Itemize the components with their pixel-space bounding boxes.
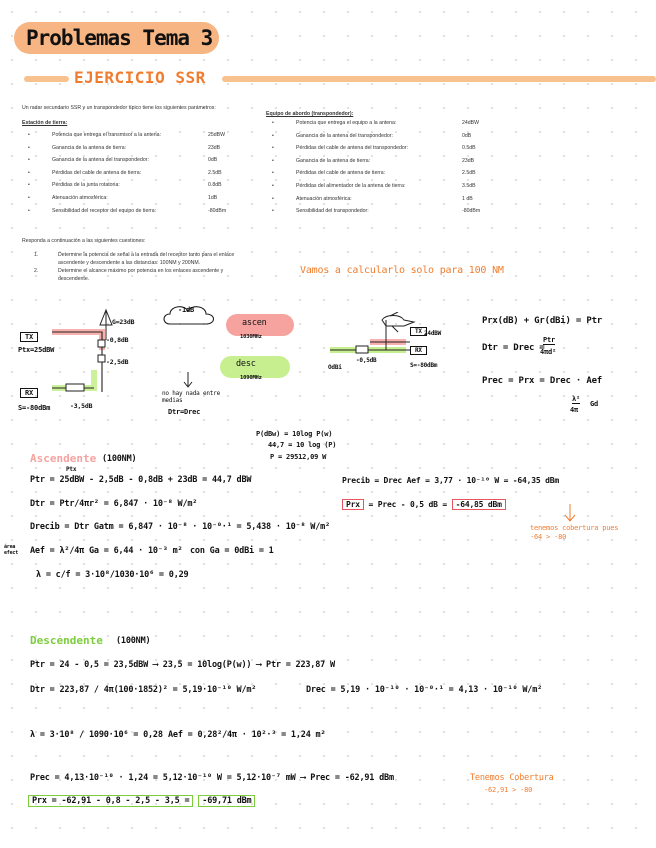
plane-rx-box: RX	[410, 346, 427, 355]
plane-gain-label: OdBi	[328, 364, 342, 371]
ptx-label: Ptx=25dBW	[18, 346, 55, 354]
rotary-loss-label: -0,8dB	[106, 336, 129, 344]
questions-list: 1. Determine la potencia de señal a la entrada del receptor tanto para el enlace ascendente y descendente a las distancias: 100NM y 200NM. 2. Determine el alcance máximo por potencia en los enlaces ascendente y descendente.	[22, 252, 292, 284]
gain-label: G=23dB	[112, 318, 135, 326]
exercise-line-left	[24, 76, 69, 82]
param-label: Ganancia de la antena de tierra:	[296, 157, 371, 164]
uplink-prx-result: -64,85 dBm	[452, 499, 506, 510]
rx-box: RX	[20, 388, 38, 398]
bullet-icon: •	[272, 157, 274, 164]
downlink-line-2b: Drec = 5,19 · 10⁻¹⁰ · 10⁻⁰·¹ = 4,13 · 10⁻¹⁰ W/m²	[306, 685, 543, 695]
bullet-icon: •	[272, 208, 274, 215]
page-title: Problemas Tema 3	[26, 26, 213, 50]
downlink-coverage-note: Tenemos Cobertura	[470, 773, 554, 783]
uplink-distance: (100NM)	[102, 454, 137, 464]
param-value: 1 dB	[462, 195, 473, 202]
param-value: 0dB	[208, 157, 218, 164]
uplink-line-4b: con Ga = 0dBi = 1	[190, 546, 274, 556]
plane-power-label: 24dBW	[424, 330, 442, 337]
uplink-conversion-3: P = 29512,09 W	[270, 453, 327, 461]
downlink-line-3b: Aef = 0,28²/4π · 10²·³ = 1,24 m²	[168, 730, 326, 740]
plane-sensitivity: S=-80dBm	[410, 362, 438, 369]
exercise-title: EJERCICIO SSR	[74, 68, 206, 87]
param-row	[22, 170, 252, 183]
param-value: 2.5dB	[208, 169, 222, 176]
param-value: 23dB	[208, 144, 221, 151]
bullet-icon: •	[28, 182, 30, 189]
uplink-label: ascen	[242, 318, 267, 328]
air-heading: Equipo de abordo (transpondedor):	[266, 111, 354, 117]
param-row	[266, 158, 506, 171]
downlink-frequency: 1090MHz	[240, 375, 262, 381]
formula-aef-gain: Gd	[590, 400, 599, 408]
formula-link-budget: Prx(dB) + Gr(dBi) = Ptr	[482, 316, 603, 326]
ground-heading: Estación de tierra:	[22, 120, 68, 126]
question-line1: Determine el alcance máximo por potencia en los enlaces ascendente y	[58, 268, 224, 274]
param-label: Sensibilidad del transpondedor:	[296, 208, 369, 215]
bullet-icon: •	[28, 207, 30, 214]
param-label: Ganancia de la antena del transpondedor:	[296, 132, 393, 139]
param-value: 1dB	[208, 194, 218, 201]
param-value: -80dBm	[462, 208, 481, 215]
uplink-coverage-note: tenemos cobertura pues -64 > -80	[530, 524, 619, 541]
param-label: Pérdidas del cable de antena de tierra:	[296, 170, 386, 177]
uplink-ptx-sup: Ptx	[66, 466, 77, 473]
bullet-icon: •	[272, 182, 274, 189]
downlink-line-4: Prec = 4,13·10⁻¹⁰ · 1,24 = 5,12·10⁻¹⁰ W = 5,12·10⁻⁷ mW ⟶ Prec = -62,91 dBm	[30, 773, 394, 783]
orange-note: Vamos a calcularlo solo para 100 NM	[300, 265, 504, 276]
param-row	[266, 208, 506, 221]
param-row	[22, 182, 252, 195]
bullet-icon: •	[272, 120, 274, 126]
feeder-loss-label: -3,5dB	[70, 402, 93, 410]
uplink-title: Ascendente	[30, 452, 97, 465]
param-value: 3.5dB	[462, 182, 476, 189]
param-label: Atenuación atmosférica:	[296, 195, 352, 202]
uplink-conversion-2: 44,7 = 10 log (P)	[268, 441, 337, 449]
uplink-prx-label: Prx	[342, 499, 364, 510]
bullet-icon: •	[28, 144, 30, 151]
uplink-line-4: Aef = λ²/4π Ga = 6,44 · 10⁻³ m²	[30, 546, 183, 556]
question-line2: descendente.	[58, 276, 90, 282]
question-line2: ascendente y descendente a las distancias: 100NM y 200NM.	[58, 260, 201, 266]
param-label: Potencia que entrega el equipo a la antena:	[296, 120, 397, 126]
uplink-side-note: área efect	[4, 544, 19, 556]
param-label: Pérdidas del cable de antena del transpondedor:	[296, 145, 408, 152]
param-row	[22, 208, 252, 221]
param-value: 25dBW	[208, 132, 226, 138]
uplink-received-power: Precib = Drec Aef = 3,77 · 10⁻¹⁰ W = -64,35 dBm	[342, 476, 559, 485]
param-label: Sensibilidad del receptor del equipo de tierra:	[52, 207, 157, 214]
ground-params-list	[22, 132, 252, 220]
param-value: 24dBW	[462, 120, 480, 126]
formula-density: Dtr = Drec =	[482, 343, 545, 353]
bullet-icon: •	[28, 157, 30, 164]
downlink-distance: (100NM)	[116, 636, 151, 646]
atmosphere-loss: -1dB	[178, 306, 195, 314]
param-row	[266, 183, 506, 196]
uplink-line-1: Ptr = 25dBW - 2,5dB - 0,8dB + 23dB = 44,7 dBW	[30, 475, 252, 485]
bullet-icon: •	[28, 132, 30, 138]
bullet-icon: •	[28, 169, 30, 176]
formula-aef-den: 4π	[570, 406, 579, 414]
downlink-coverage-cmp: -62,91 > -80	[484, 786, 533, 794]
downlink-prx-result: -69,71 dBm	[198, 795, 255, 807]
questions-intro: Responda a continuación a las siguientes cuestiones:	[22, 238, 146, 244]
param-label: Ganancia de la antena de tierra:	[52, 144, 127, 151]
dtr-equals-drec: Dtr=Drec	[168, 408, 201, 416]
bullet-icon: •	[272, 195, 274, 202]
downlink-label: desc	[236, 359, 256, 369]
bullet-icon: •	[272, 170, 274, 177]
param-value: -80dBm	[208, 207, 227, 214]
downlink-prx-line	[28, 796, 255, 806]
no-loss-note: no hay nada entre medias	[162, 390, 221, 404]
uplink-line-3: Drecib = Dtr Gatm = 6,847 · 10⁻⁸ · 10⁻⁰·¹ = 5,438 · 10⁻⁸ W/m²	[30, 522, 330, 532]
sensitivity-label: S=-80dBm	[18, 404, 51, 412]
uplink-prx-line	[342, 500, 506, 509]
downlink-line-3: λ = 3·10⁸ / 1090·10⁶ = 0,28	[30, 730, 163, 740]
param-label: Atenuación atmosférica:	[52, 194, 108, 201]
param-label: Potencia que entrega el transmisor a la antena:	[52, 132, 162, 138]
bullet-icon: •	[28, 194, 30, 201]
uplink-prx-expr: = Prec - 0,5 dB =	[368, 500, 447, 509]
param-row	[266, 133, 506, 146]
param-row	[22, 132, 252, 145]
downlink-prx-expr: Prx = -62,91 - 0,8 - 2,5 - 3,5 =	[28, 795, 193, 807]
param-label: Ganancia de la antena del transpondedor:	[52, 157, 149, 164]
param-label: Pérdidas del cable de antena de tierra:	[52, 169, 142, 176]
formula-density-num: Ptr	[543, 336, 556, 344]
param-row	[22, 195, 252, 208]
statement-intro: Un radar secundario SSR y un transpondedor típico tiene los siguientes parámetros:	[22, 105, 216, 111]
param-value: 0dB	[462, 132, 472, 139]
param-row	[22, 145, 252, 158]
plane-tx-box: TX	[410, 327, 427, 336]
plane-cable-loss: -0,5dB	[356, 357, 377, 364]
uplink-line-5: λ = c/f = 3·10⁸/1030·10⁶ = 0,29	[36, 570, 189, 580]
downlink-line-2: Dtr = 223,87 / 4π(100·1852)² = 5,19·10⁻¹⁰ W/m²	[30, 685, 257, 695]
exercise-line-right	[222, 76, 656, 82]
arrow-icon	[178, 370, 198, 390]
param-row	[266, 170, 506, 183]
param-label: Pérdidas de la junta rotatoria:	[52, 182, 120, 189]
cloud-icon	[160, 302, 230, 332]
param-value: 0.8dB	[208, 182, 222, 189]
bullet-icon: •	[272, 145, 274, 152]
formula-density-den: 4πd²	[540, 348, 557, 356]
air-params-list	[266, 120, 506, 221]
param-row	[266, 120, 506, 133]
param-row	[266, 196, 506, 209]
formula-received-power: Prec = Prx = Drec · Aef	[482, 376, 603, 386]
param-row	[266, 145, 506, 158]
param-row	[22, 157, 252, 170]
param-value: 2.5dB	[462, 170, 476, 177]
bullet-icon: •	[272, 132, 274, 139]
downlink-line-1: Ptr = 24 - 0,5 = 23,5dBW ⟶ 23,5 = 10log(P(w)) ⟶ Ptr = 223,87 W	[30, 660, 335, 670]
question-line1: Determine la potencia de señal a la entrada del receptor tanto para el enlace	[58, 252, 235, 258]
downlink-title: Descendente	[30, 634, 103, 647]
formula-aef-num: λ²	[572, 395, 581, 403]
tx-box: TX	[20, 332, 38, 342]
cable-loss-label: -2,5dB	[106, 358, 129, 366]
uplink-line-2: Dtr = Ptr/4πr² = 6,847 · 10⁻⁸ W/m²	[30, 499, 198, 509]
arrow-down-icon	[560, 504, 580, 524]
uplink-frequency: 1030MHz	[240, 334, 262, 340]
param-label: Pérdidas del alimentador de la antena de tierra:	[296, 182, 406, 189]
param-value: 0.5dB	[462, 145, 476, 152]
param-value: 23dB	[462, 157, 475, 164]
uplink-conversion-1: P(dBw) = 10log P(w)	[256, 430, 333, 438]
